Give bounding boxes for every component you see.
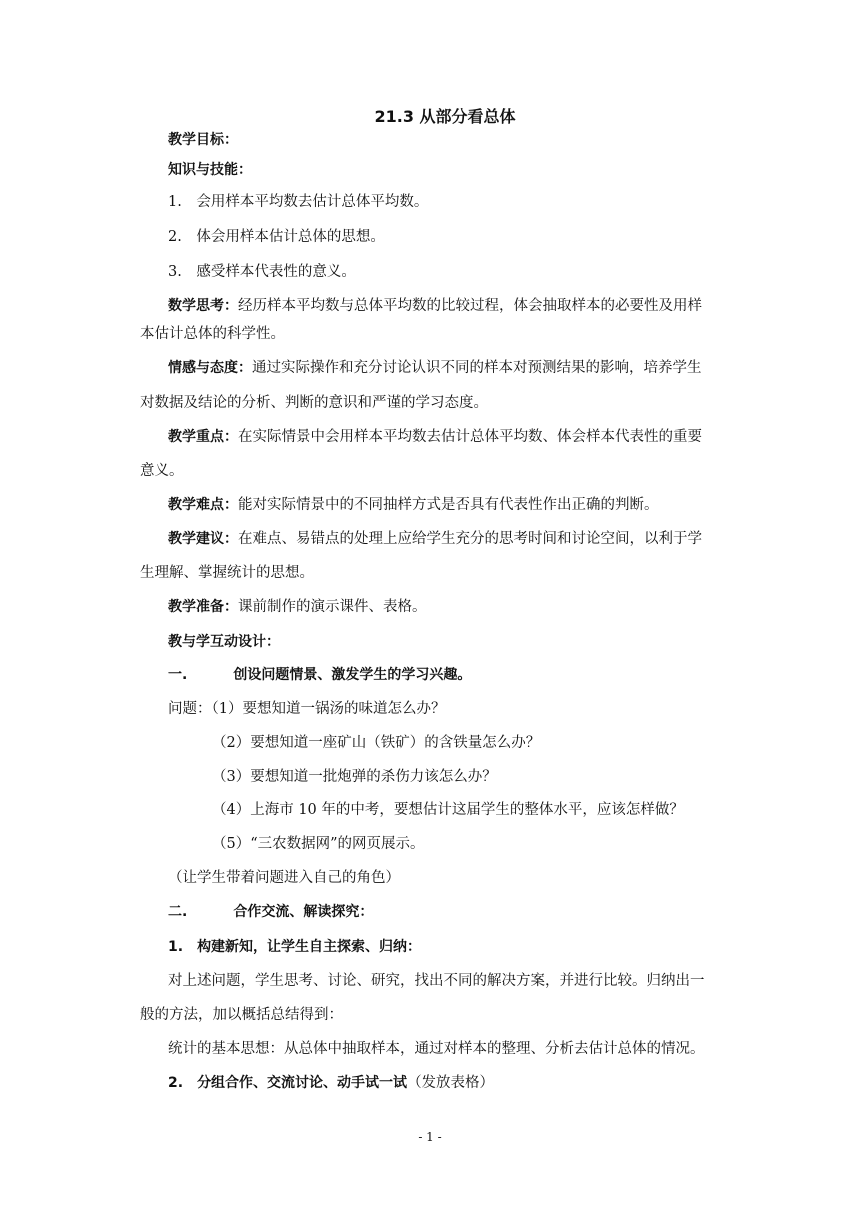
emotion-line-1 — [168, 358, 728, 378]
sub-2-note: （发放表格） — [407, 1075, 495, 1091]
suggestion-text: 在难点、易错点的处理上应给学生充分的思考时间和讨论空间，以利于学 — [238, 531, 702, 547]
sub-1-text-line-1: 对上述问题，学生思考、讨论、研究，找出不同的解决方案，并进行比较。归纳出一 — [168, 973, 705, 989]
stat-idea: 统计的基本思想：从总体中抽取样本，通过对样本的整理、分析去估计总体的情况。 — [168, 1041, 705, 1057]
sub-1-text-line-2: 般的方法，加以概括总结得到： — [140, 1007, 343, 1023]
math-thinking-label: 数学思考： — [168, 298, 238, 314]
preparation-text: 课前制作的演示课件、表格。 — [238, 599, 427, 615]
emotion-line-2: 对数据及结论的分析、判断的意识和严谨的学习态度。 — [140, 395, 488, 411]
suggestion-label: 教学建议： — [168, 531, 238, 547]
sub-2-title: 分组合作、交流讨论、动手试一试 — [197, 1075, 408, 1091]
page-number: - 1 - — [418, 1130, 442, 1144]
key-point-line-2: 意义。 — [140, 463, 184, 479]
question-3: （3）要想知道一批炮弹的杀伤力该怎么办？ — [212, 769, 497, 785]
question-2: （2）要想知道一座矿山（铁矿）的含铁量怎么办？ — [212, 735, 541, 751]
key-point-text: 在实际情景中会用样本平均数去估计总体平均数、体会样本代表性的重要 — [238, 429, 702, 445]
objectives-heading: 教学目标： — [168, 132, 238, 148]
section-1-title: 创设问题情景、激发学生的学习兴趣。 — [233, 667, 472, 683]
knowledge-item-3: 3. 感受样本代表性的意义。 — [168, 264, 356, 280]
key-point-line-1 — [168, 427, 728, 447]
math-thinking-text: 经历样本平均数与总体平均数的比较过程，体会抽取样本的必要性及用样 — [238, 298, 702, 314]
section-1-heading — [168, 665, 728, 685]
emotion-label: 情感与态度： — [168, 360, 252, 376]
difficulty-line — [168, 495, 728, 515]
difficulty-text: 能对实际情景中的不同抽样方式是否具有代表性作出正确的判断。 — [238, 497, 659, 513]
interaction-heading: 教与学互动设计： — [168, 634, 280, 650]
section-2-number: 二. — [168, 904, 188, 920]
preparation-label: 教学准备： — [168, 599, 238, 615]
suggestion-line-2: 生理解、掌握统计的思想。 — [140, 565, 314, 581]
knowledge-heading: 知识与技能： — [168, 162, 252, 178]
suggestion-line-1 — [168, 529, 728, 549]
emotion-text: 通过实际操作和充分讨论认识不同的样本对预测结果的影响，培养学生 — [252, 360, 702, 376]
math-thinking-line-2: 本估计总体的科学性。 — [140, 326, 285, 342]
section-2-heading — [168, 902, 728, 922]
question-5: （5）“三农数据网”的网页展示。 — [212, 836, 425, 852]
preparation-line — [168, 597, 728, 617]
sub-1-heading — [168, 937, 728, 957]
knowledge-item-1: 1. 会用样本平均数去估计总体平均数。 — [168, 194, 429, 210]
question-4: （4）上海市 10 年的中考，要想估计这届学生的整体水平，应该怎样做？ — [212, 802, 684, 818]
math-thinking-line-1 — [168, 296, 728, 316]
sub-1-number: 1. — [168, 939, 184, 955]
page-title: 21.3 从部分看总体 — [374, 107, 516, 126]
sub-2-number: 2. — [168, 1075, 184, 1091]
question-1: 问题：（1）要想知道一锅汤的味道怎么办？ — [168, 701, 446, 717]
section-1-number: 一. — [168, 667, 188, 683]
sub-1-title: 构建新知，让学生自主探索、归纳： — [197, 939, 422, 955]
knowledge-item-2: 2. 体会用样本估计总体的思想。 — [168, 229, 385, 245]
sub-2-heading — [168, 1073, 728, 1093]
section-2-title: 合作交流、解读探究： — [233, 904, 374, 920]
key-point-label: 教学重点： — [168, 429, 238, 445]
difficulty-label: 教学难点： — [168, 497, 238, 513]
role-note: （让学生带着问题进入自己的角色） — [168, 870, 400, 886]
